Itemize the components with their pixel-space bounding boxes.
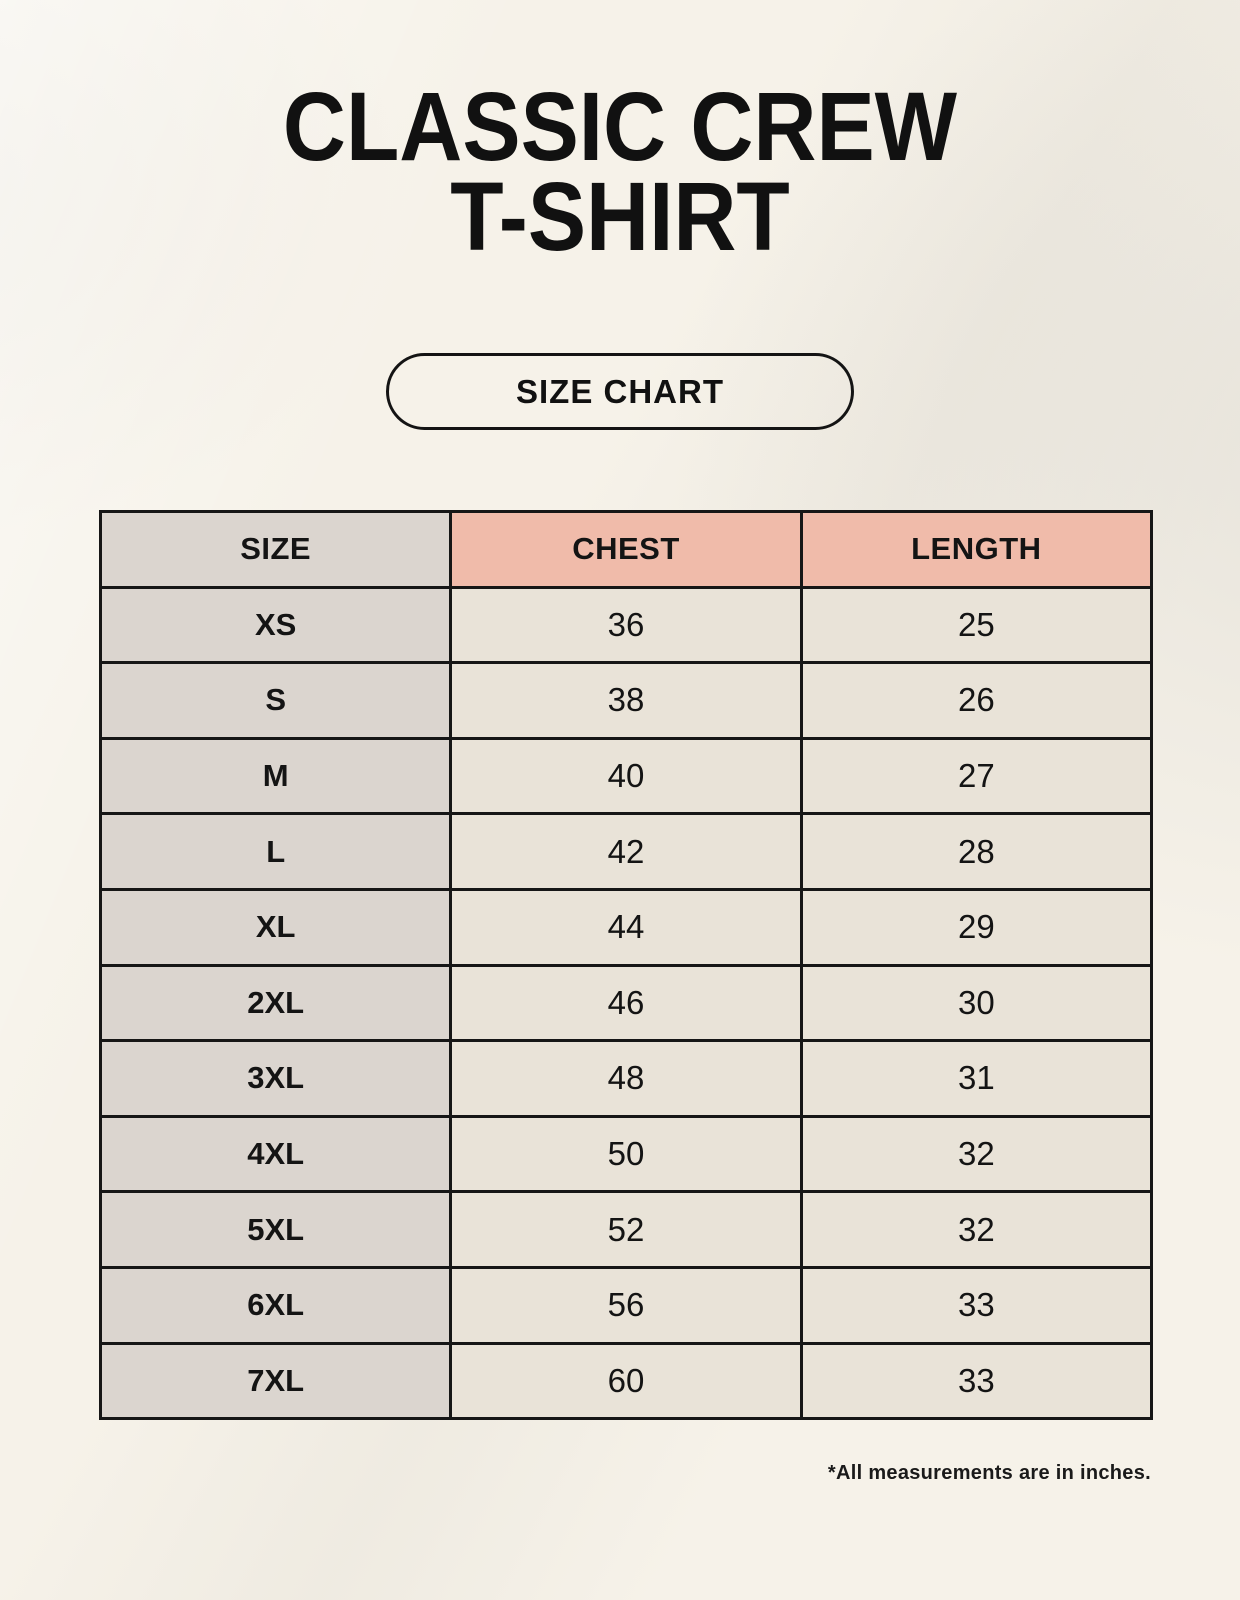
- length-cell: 32: [801, 1192, 1151, 1268]
- chest-cell: 44: [451, 889, 801, 965]
- table-row: [101, 663, 1152, 739]
- length-cell: 33: [801, 1267, 1151, 1343]
- chest-cell: 48: [451, 1041, 801, 1117]
- chest-cell: 40: [451, 738, 801, 814]
- table-row: [101, 1267, 1152, 1343]
- length-cell: 32: [801, 1116, 1151, 1192]
- size-cell: 3XL: [101, 1041, 451, 1117]
- size-chart-table: [99, 510, 1153, 1420]
- length-cell: 30: [801, 965, 1151, 1041]
- size-cell: 6XL: [101, 1267, 451, 1343]
- chest-cell: 46: [451, 965, 801, 1041]
- length-cell: 26: [801, 663, 1151, 739]
- length-cell: 33: [801, 1343, 1151, 1419]
- length-cell: 29: [801, 889, 1151, 965]
- size-cell: 5XL: [101, 1192, 451, 1268]
- length-cell: 27: [801, 738, 1151, 814]
- page-title-text: [62, 72, 1178, 272]
- size-cell: M: [101, 738, 451, 814]
- size-cell: L: [101, 814, 451, 890]
- table-row: [101, 1116, 1152, 1192]
- size-cell: 4XL: [101, 1116, 451, 1192]
- size-cell: S: [101, 663, 451, 739]
- table-row: [101, 587, 1152, 663]
- table-row: [101, 814, 1152, 890]
- measurements-footnote: *All measurements are in inches.: [827, 1462, 1151, 1484]
- chest-cell: 36: [451, 587, 801, 663]
- length-cell: 28: [801, 814, 1151, 890]
- page-title-line2: T-SHIRT: [450, 162, 790, 272]
- table-row: [101, 1041, 1152, 1117]
- length-cell: 31: [801, 1041, 1151, 1117]
- table-row: [101, 889, 1152, 965]
- table-row: [101, 1343, 1152, 1419]
- chest-cell: 50: [451, 1116, 801, 1192]
- column-header-chest: CHEST: [451, 512, 801, 588]
- page-title: [0, 72, 1240, 272]
- table-row: [101, 965, 1152, 1041]
- size-cell: XS: [101, 587, 451, 663]
- size-cell: XL: [101, 889, 451, 965]
- size-chart-button[interactable]: [386, 353, 854, 430]
- column-header-size: SIZE: [101, 512, 451, 588]
- chest-cell: 52: [451, 1192, 801, 1268]
- size-chart-button-label: SIZE CHART: [516, 372, 724, 410]
- chest-cell: 38: [451, 663, 801, 739]
- table-row: [101, 1192, 1152, 1268]
- size-cell: 7XL: [101, 1343, 451, 1419]
- chest-cell: 42: [451, 814, 801, 890]
- table-row: [101, 738, 1152, 814]
- length-cell: 25: [801, 587, 1151, 663]
- column-header-length: LENGTH: [801, 512, 1151, 588]
- table-header-row: [101, 512, 1152, 588]
- size-cell: 2XL: [101, 965, 451, 1041]
- page-title-line1: CLASSIC CREW: [282, 72, 958, 181]
- chest-cell: 60: [451, 1343, 801, 1419]
- chest-cell: 56: [451, 1267, 801, 1343]
